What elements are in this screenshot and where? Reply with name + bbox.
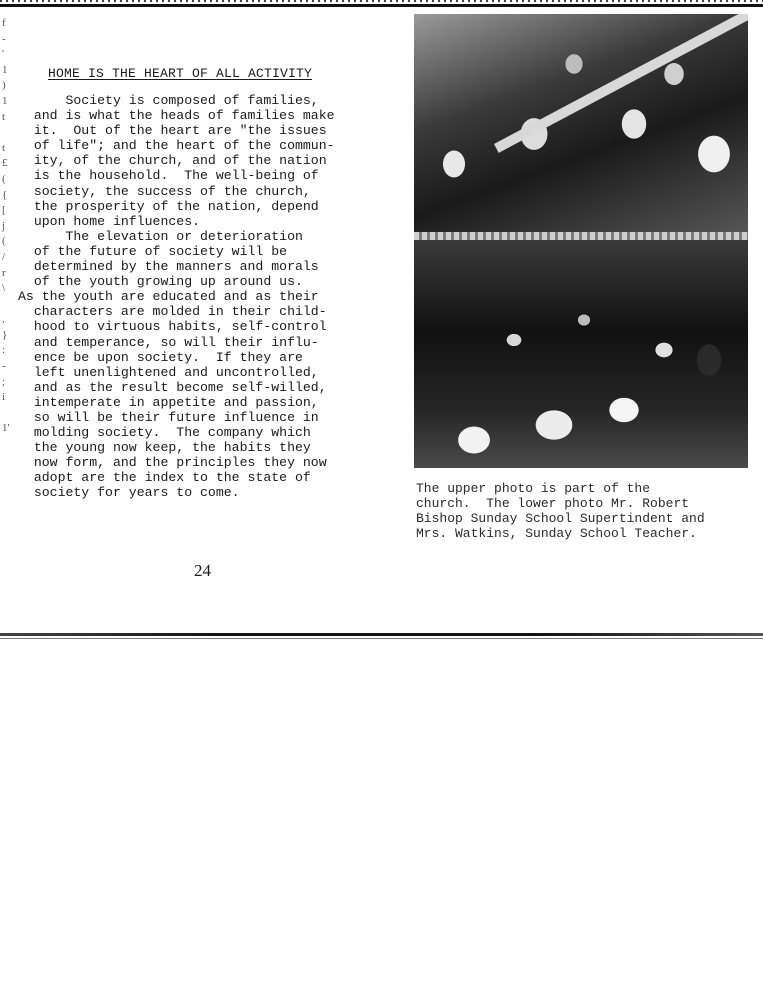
body-text-line: intemperate in appetite and passion, xyxy=(18,394,319,410)
body-text-line: characters are molded in their child- xyxy=(18,304,327,320)
upper-photo-church xyxy=(414,14,748,232)
margin-mark: , xyxy=(2,313,5,326)
margin-mark: ( xyxy=(2,235,6,248)
margin-mark: - xyxy=(2,32,6,45)
body-text-line: hood to virtuous habits, self-control xyxy=(18,319,327,335)
caption-line: church. The lower photo Mr. Robert xyxy=(416,496,690,511)
margin-mark: f xyxy=(2,17,6,29)
body-text-line: and as the result become self-willed, xyxy=(18,379,327,395)
body-text-line: The elevation or deterioration xyxy=(18,228,303,244)
margin-bleed-marks xyxy=(2,16,14,446)
body-text-line: and temperance, so will their influ- xyxy=(18,334,319,350)
body-text-line: molding society. The company which xyxy=(18,425,311,441)
body-text-line: society for years to come. xyxy=(18,485,240,501)
margin-mark xyxy=(2,297,14,313)
body-text-line: ence be upon society. If they are xyxy=(18,349,303,365)
margin-mark xyxy=(2,125,14,141)
page-number: 24 xyxy=(194,561,211,580)
top-rule xyxy=(0,4,763,7)
body-text-line: and is what the heads of families make xyxy=(18,108,335,124)
margin-mark: 1 xyxy=(2,94,8,107)
body-text-line: Society is composed of families, xyxy=(18,93,319,108)
body-text-line: left unenlightened and uncontrolled, xyxy=(18,364,319,380)
margin-mark: r xyxy=(2,266,6,279)
margin-mark xyxy=(2,406,14,422)
body-text-line: adopt are the index to the state of xyxy=(18,470,311,486)
caption-line: The upper photo is part of the xyxy=(416,481,651,496)
article-column xyxy=(18,66,378,501)
body-text-line: is the household. The well-being of xyxy=(18,168,319,184)
body-text-line: so will be their future influence in xyxy=(18,409,319,425)
article-body xyxy=(18,93,378,501)
margin-mark: ; xyxy=(2,375,6,388)
margin-mark: t xyxy=(2,141,6,154)
body-text-line: determined by the manners and morals xyxy=(18,259,319,275)
margin-mark: i xyxy=(2,391,6,404)
margin-mark: ' xyxy=(2,48,4,61)
margin-mark: - xyxy=(2,360,6,373)
photo-collage xyxy=(414,14,748,468)
margin-mark: \ xyxy=(2,282,6,295)
margin-mark: { xyxy=(2,188,8,201)
body-text-line: As the youth are educated and as their xyxy=(18,289,319,305)
body-text-line: upon home influences. xyxy=(18,213,201,229)
article-heading: HOME IS THE HEART OF ALL ACTIVITY xyxy=(48,66,313,81)
margin-mark: ( xyxy=(2,172,6,185)
bottom-rule xyxy=(0,633,763,636)
body-text-line: the prosperity of the nation, depend xyxy=(18,198,319,214)
body-text-line: ity, of the church, and of the nation xyxy=(18,153,327,169)
body-text-line: it. Out of the heart are "the issues xyxy=(18,123,327,139)
margin-mark: t xyxy=(2,110,6,123)
margin-mark: 1' xyxy=(2,422,10,435)
body-text-line: the young now keep, the habits they xyxy=(18,440,311,456)
body-text-line: society, the success of the church, xyxy=(18,183,311,199)
margin-mark: ) xyxy=(2,79,6,92)
caption-line: Bishop Sunday School Supertindent and xyxy=(416,511,705,526)
margin-mark: / xyxy=(2,250,6,263)
margin-mark: [ xyxy=(2,204,6,217)
caption-line: Mrs. Watkins, Sunday School Teacher. xyxy=(416,526,697,541)
photo-divider xyxy=(414,232,748,240)
margin-mark: } xyxy=(2,328,8,341)
margin-mark: £ xyxy=(2,157,8,170)
bottom-rule-thin xyxy=(0,638,763,639)
body-text-line: of the youth growing up around us. xyxy=(18,274,303,290)
top-dotted-edge xyxy=(0,0,763,2)
lower-photo-sunday-school xyxy=(414,240,748,468)
body-text-line: now form, and the principles they now xyxy=(18,455,327,471)
margin-mark: 1 xyxy=(2,63,8,76)
body-text-line: of life"; and the heart of the commun- xyxy=(18,138,335,154)
margin-mark: j xyxy=(2,219,6,232)
body-text-line: of the future of society will be xyxy=(18,243,288,259)
photo-caption xyxy=(416,481,761,541)
margin-mark: : xyxy=(2,344,6,357)
